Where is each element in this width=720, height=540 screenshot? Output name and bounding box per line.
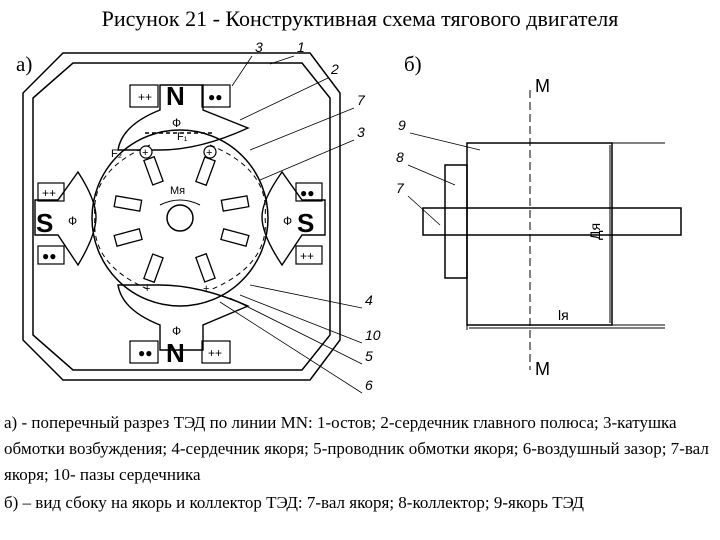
main-pole-right [262,172,325,265]
flux-bottom: Ф [172,324,182,338]
svg-text:●●: ●● [138,346,153,360]
callouts-a [255,39,381,393]
svg-text:+: + [203,283,210,295]
moment-label: Мя [170,185,186,197]
section-m-bottom: М [535,359,550,379]
svg-text:+: + [144,283,151,295]
pole-n-top: N [166,81,185,111]
svg-text:●●: ●● [42,249,57,263]
svg-text:●●: ●● [300,186,315,200]
svg-text:+: + [206,147,213,159]
force-f2: F₂ [111,148,122,160]
flux-lines [95,145,266,290]
caption-a: а) - поперечный разрез ТЭД по линии МN: 1-остов; 2-сердечник главного полюса; 3-катушка обмотки возбуждения; 4-сердечник якоря; 5-проводник обмотки якоря; 6-воздушный зазор; 7-вал якоря; 10- пазы сердечника [4,413,709,484]
length-label: lя [558,307,569,323]
leader-lines-b [408,133,480,225]
pole-n-bottom: N [166,338,185,368]
flux-top: Ф [172,116,182,130]
svg-text:3: 3 [255,39,263,55]
svg-text:1: 1 [297,39,305,55]
pole-s-right: S [297,208,315,238]
force-f1: F₁ [177,131,188,143]
callouts-b [396,117,406,196]
svg-text:3: 3 [357,124,365,140]
svg-text:8: 8 [396,149,404,165]
section-m-top: М [535,76,550,96]
subfigure-a-label: а) [16,52,33,76]
dimension-lines [467,143,665,330]
armature-slots [114,157,249,283]
figure-title: Рисунок 21 - Конструктивная схема тягового двигателя [101,6,619,31]
diameter-label: Дя [587,222,603,240]
svg-text:6: 6 [365,377,373,393]
pole-s-left: S [36,208,54,238]
shaft [423,208,681,235]
svg-text:5: 5 [365,348,373,364]
svg-text:+: + [142,147,149,159]
svg-text:9: 9 [398,117,406,133]
svg-text:++: ++ [138,90,153,104]
svg-text:4: 4 [365,292,373,308]
svg-text:7: 7 [357,92,365,108]
subfigure-b-label: б) [404,52,422,76]
svg-text:●●: ●● [208,90,223,104]
svg-text:7: 7 [396,180,404,196]
svg-text:10: 10 [365,327,381,343]
caption-b: б) – вид сбоку на якорь и коллектор ТЭД: 7-вал якоря; 8-коллектор; 9-якорь ТЭД [4,493,585,512]
armature-conductors [140,146,216,158]
flux-left: Ф [68,214,78,228]
flux-right: Ф [283,214,293,228]
svg-text:++: ++ [208,346,223,360]
svg-text:2: 2 [331,61,339,77]
svg-text:++: ++ [300,249,315,263]
svg-text:++: ++ [42,186,57,200]
